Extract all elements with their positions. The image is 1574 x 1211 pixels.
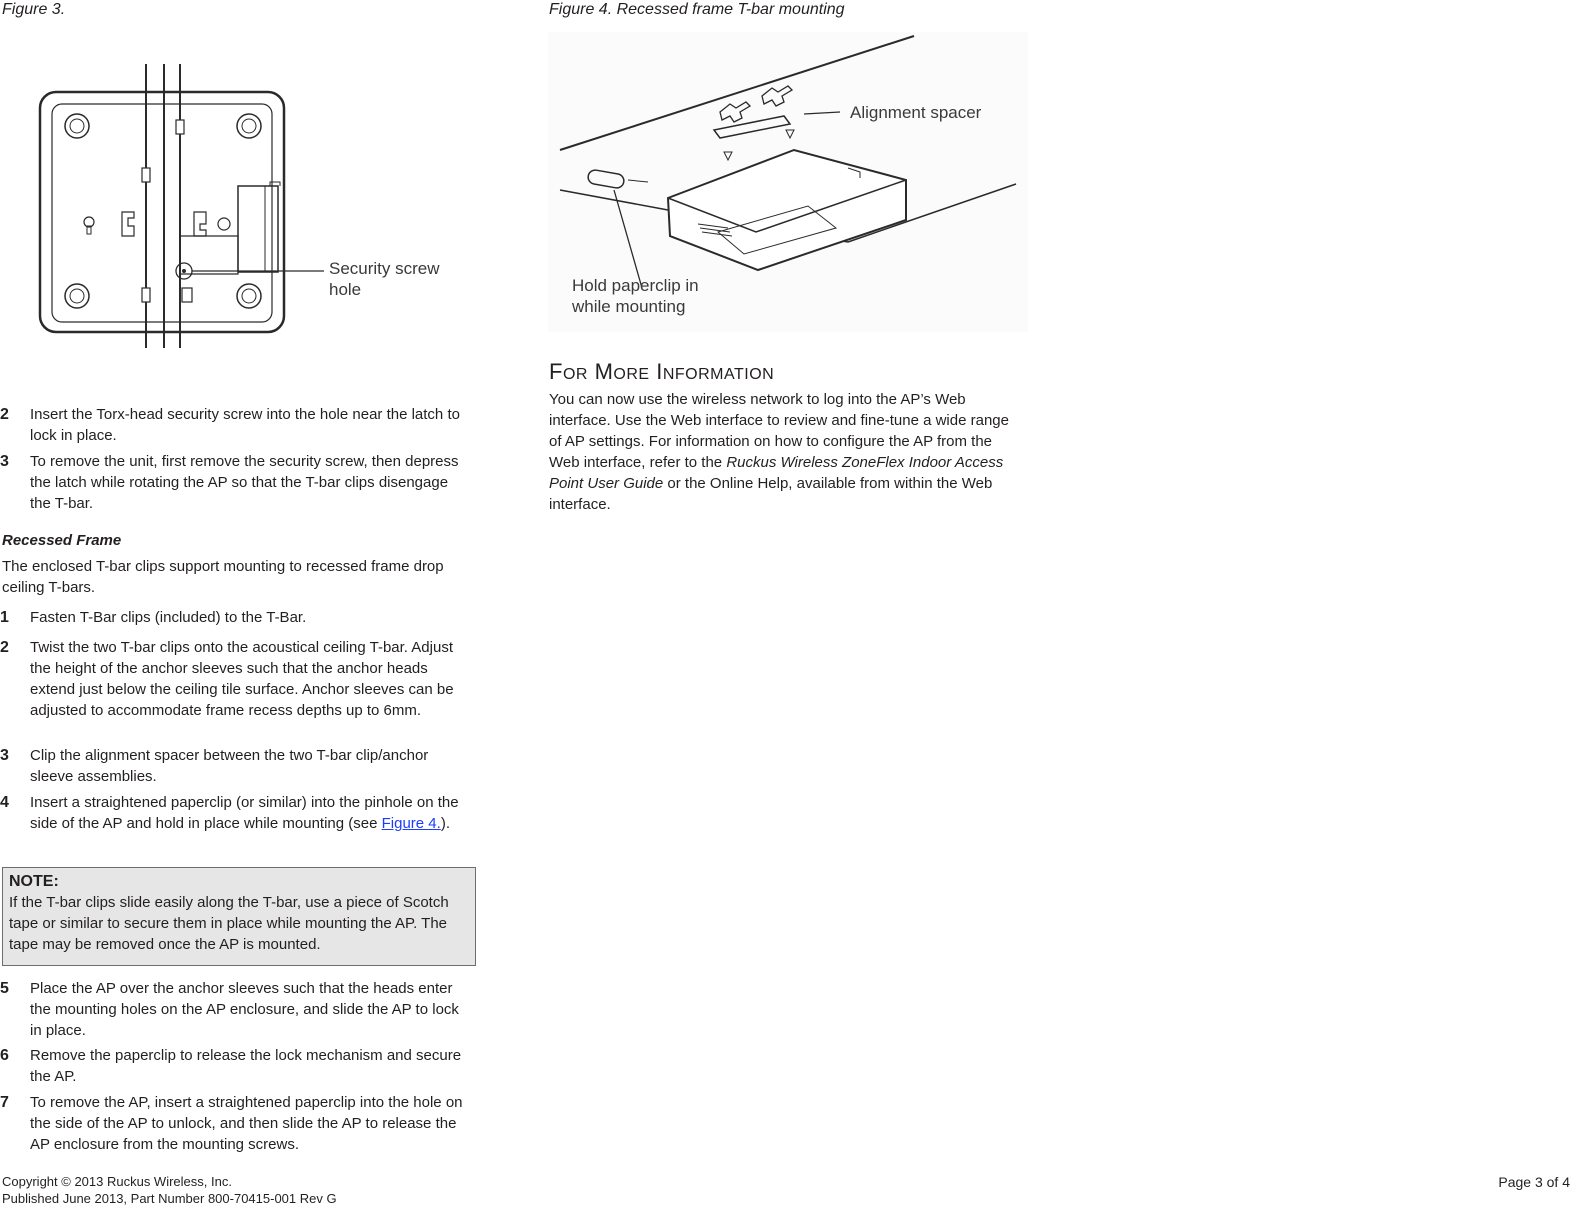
footer-published: Published June 2013, Part Number 800-70415-001 Rev G	[2, 1191, 337, 1206]
figure-4-link[interactable]: Figure 4.	[381, 815, 441, 832]
figure-3-caption: Figure 3.	[2, 1, 66, 18]
list-item	[0, 745, 472, 787]
list-item	[0, 451, 472, 514]
callout-line-1: Security screw	[329, 259, 440, 278]
step-number: 6	[0, 1047, 9, 1064]
step-number: 1	[0, 609, 9, 626]
step-text: To remove the AP, insert a straightened paperclip into the hole on the side of the AP to unlock, and then slide the AP to release the AP enclosure from the mounting screws.	[30, 1094, 463, 1153]
step-text: Insert the Torx-head security screw into the hole near the latch to lock in place.	[30, 406, 460, 444]
note-title: NOTE:	[9, 873, 59, 890]
recessed-frame-intro: The enclosed T-bar clips support mounting to recessed frame drop ceiling T-bars.	[2, 558, 444, 596]
step-number: 2	[0, 639, 9, 656]
title-cap: I	[656, 359, 663, 384]
figure-4-caption: Figure 4. Recessed frame T-bar mounting	[549, 1, 845, 18]
body-text: or the Online Help, available from within the Web interface.	[549, 475, 993, 513]
step-number: 2	[0, 406, 9, 423]
figure-3-illustration	[30, 60, 470, 355]
body-text: You can now use the wireless network to log into the AP’s Web interface. Use the Web interface to review and fine-tune a wide range of AP settings. For information on how to configure the AP from the Web interface, refer to the	[549, 391, 1009, 471]
footer-copyright: Copyright © 2013 Ruckus Wireless, Inc.	[2, 1174, 232, 1189]
list-item	[0, 792, 472, 834]
footer-page-number: Page 3 of 4	[1498, 1174, 1570, 1190]
step-text: Place the AP over the anchor sleeves such that the heads enter the mounting holes on the AP enclosure, and slide the AP to lock in place.	[30, 980, 459, 1039]
alignment-spacer-callout: Alignment spacer	[850, 103, 982, 122]
title-rest: ORE	[613, 366, 650, 383]
note-text: If the T-bar clips slide easily along the T-bar, use a piece of Scotch tape or similar to secure them in place while mounting the AP. The tape may be removed once the AP is mounted.	[9, 894, 449, 953]
list-item	[0, 1045, 472, 1087]
recessed-frame-heading: Recessed Frame	[2, 532, 122, 549]
title-cap: F	[549, 359, 563, 384]
step-number: 7	[0, 1094, 9, 1111]
title-rest: NFORMATION	[662, 366, 775, 383]
list-item	[0, 404, 472, 446]
step-text-part: Insert a straightened paperclip (or similar) into the pinhole on the side of the AP and hold in place while mounting (see	[30, 794, 459, 832]
list-item	[0, 607, 472, 628]
step-text: Clip the alignment spacer between the two T-bar clip/anchor sleeve assemblies.	[30, 747, 429, 785]
callout-line-1: Hold paperclip in	[572, 276, 699, 295]
title-cap: M	[594, 359, 614, 384]
title-rest: OR	[562, 366, 588, 383]
callout-line-2: while mounting	[572, 297, 686, 316]
step-text: Remove the paperclip to release the lock mechanism and secure the AP.	[30, 1047, 462, 1085]
list-item	[0, 978, 472, 1041]
list-item	[0, 637, 472, 721]
step-number: 3	[0, 747, 9, 764]
step-number: 5	[0, 980, 9, 997]
step-text: To remove the unit, first remove the security screw, then depress the latch while rotating the AP so that the T-bar clips disengage the T-bar.	[30, 453, 459, 512]
step-text	[30, 792, 472, 834]
user-guide-title: Ruckus Wireless ZoneFlex Indoor Access Point User Guide	[549, 454, 1004, 492]
section-title-more-information	[549, 359, 774, 388]
step-number: 3	[0, 453, 9, 470]
step-number: 4	[0, 794, 9, 811]
callout-line-2: hole	[329, 280, 362, 299]
list-item	[0, 1092, 472, 1155]
step-text: Twist the two T-bar clips onto the acoustical ceiling T-bar. Adjust the height of the anchor sleeves such that the anchor heads extend just below the ceiling tile surface. Anchor sleeves can be adjusted to accommodate frame recess depths up to 6mm.	[30, 639, 454, 719]
note-box	[2, 867, 476, 966]
paperclip-callout	[572, 275, 752, 317]
step-text: Fasten T-Bar clips (included) to the T-Bar.	[30, 609, 307, 626]
security-screw-callout	[329, 258, 469, 300]
step-text-part: ).	[440, 815, 450, 832]
more-information-body	[549, 389, 1023, 515]
